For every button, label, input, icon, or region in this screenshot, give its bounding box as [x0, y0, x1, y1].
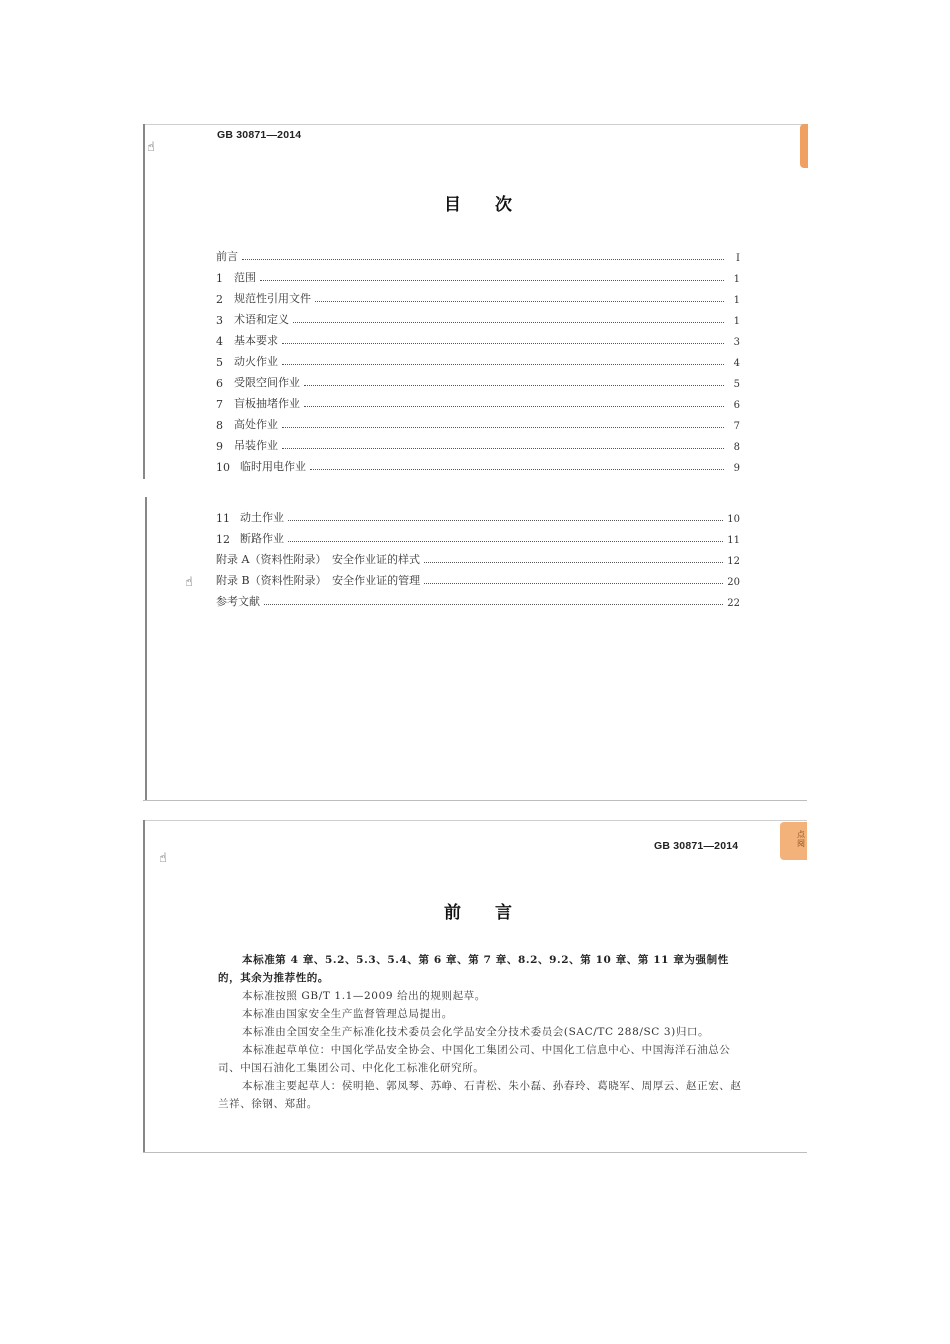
toc-leader-dots: [304, 384, 724, 386]
toc-leader-dots: [424, 582, 723, 584]
foreword-paragraph: 本标准按照 GB/T 1.1—2009 给出的规则起草。: [242, 990, 486, 1002]
page1-left-edge-lower: [145, 497, 147, 800]
foreword-paragraph: 本标准起草单位：中国化学品安全协会、中国化工集团公司、中国化工信息中心、中国海洋石油总公司、中国石油化工集团公司、中化化工标准化研究所。: [218, 1044, 731, 1074]
toc-leader-dots: [264, 603, 723, 605]
foreword-paragraph: 本标准第 4 章、5.2、5.3、5.4、第 6 章、第 7 章、8.2、9.2、第 10 章、第 11 章为强制性的，其余为推荐性的。: [218, 954, 729, 984]
toc-entry-label: 前言: [216, 250, 238, 263]
toc-entry-label: 术语和定义: [234, 313, 289, 326]
toc-entry-number: 10: [216, 461, 230, 474]
toc-entry-number: 7: [216, 398, 223, 411]
toc-leader-dots: [304, 405, 724, 407]
hand-cursor-icon: ☝: [147, 140, 155, 155]
toc-entry-page: Ⅰ: [736, 253, 740, 264]
toc-title: 目 次: [444, 195, 512, 215]
toc-entry[interactable]: [216, 551, 740, 567]
toc-entry-page: 4: [733, 358, 740, 369]
toc-entry-page: 22: [727, 598, 740, 609]
toc-entry[interactable]: [216, 572, 740, 588]
toc-entry[interactable]: [216, 437, 740, 453]
toc-entry-number: 3: [216, 314, 223, 327]
page2-top-edge: [143, 820, 807, 821]
toc-entry-label: 范围: [234, 271, 256, 284]
page1-bottom-edge: [143, 800, 807, 801]
toc-entry-page: 9: [733, 463, 740, 474]
toc-leader-dots: [288, 540, 723, 542]
toc-leader-dots: [288, 519, 723, 521]
toc-entry[interactable]: [216, 416, 740, 432]
toc-entry-page: 1: [733, 274, 740, 285]
toc-entry-page: 8: [733, 442, 740, 453]
hand-cursor-icon: ☝: [159, 851, 167, 866]
standard-code: GB 30871—2014: [217, 129, 302, 141]
toc-entry-label: 基本要求: [234, 334, 278, 347]
page1-top-edge: [143, 124, 807, 125]
toc-entry-number: 4: [216, 335, 223, 348]
foreword-title: 前 言: [444, 903, 512, 923]
toc-entry-label: 附录 B（资料性附录） 安全作业证的管理: [216, 574, 421, 587]
toc-leader-dots: [282, 363, 724, 365]
toc-entry-page: 1: [733, 295, 740, 306]
toc-entry-page: 1: [733, 316, 740, 327]
toc-entry[interactable]: [216, 290, 740, 306]
toc-entry-label: 动火作业: [234, 355, 278, 368]
toc-leader-dots: [293, 321, 724, 323]
toc-entry[interactable]: [216, 530, 740, 546]
toc-entry-page: 6: [733, 400, 740, 411]
toc-entry-page: 20: [727, 577, 740, 588]
toc-entry-page: 3: [733, 337, 740, 348]
toc-entry-label: 临时用电作业: [240, 460, 306, 473]
toc-entry-label: 动土作业: [240, 511, 284, 524]
page2-side-tab-text: 点 阅: [797, 830, 805, 848]
toc-entry[interactable]: [216, 332, 740, 348]
toc-entry-page: 5: [733, 379, 740, 390]
toc-entry-page: 11: [727, 535, 740, 546]
toc-entry-number: 5: [216, 356, 223, 369]
page2-bottom-edge: [143, 1152, 807, 1153]
toc-entry-label: 附录 A（资料性附录） 安全作业证的样式: [216, 553, 420, 566]
toc-leader-dots: [310, 468, 724, 470]
toc-entry-number: 12: [216, 533, 230, 546]
toc-entry[interactable]: [216, 374, 740, 390]
toc-entry-number: 8: [216, 419, 223, 432]
toc-leader-dots: [282, 447, 724, 449]
toc-entry-label: 吊装作业: [234, 439, 278, 452]
standard-code: GB 30871—2014: [654, 840, 739, 852]
toc-entry-label: 受限空间作业: [234, 376, 300, 389]
toc-leader-dots: [282, 426, 724, 428]
toc-entry-number: 2: [216, 293, 223, 306]
hand-cursor-icon: ☝: [185, 575, 193, 590]
toc-entry-page: 10: [727, 514, 740, 525]
toc-entry-label: 盲板抽堵作业: [234, 397, 300, 410]
toc-leader-dots: [260, 279, 724, 281]
toc-leader-dots: [282, 342, 724, 344]
toc-entry[interactable]: [216, 509, 740, 525]
toc-entry-number: 9: [216, 440, 223, 453]
toc-entry-number: 6: [216, 377, 223, 390]
toc-entry-page: 12: [727, 556, 740, 567]
toc-entry-page: 7: [733, 421, 740, 432]
toc-entry[interactable]: [216, 311, 740, 327]
toc-leader-dots: [424, 561, 723, 563]
toc-entry[interactable]: [216, 248, 740, 264]
foreword-paragraph: 本标准由国家安全生产监督管理总局提出。: [242, 1008, 453, 1020]
toc-entry[interactable]: [216, 395, 740, 411]
toc-entry-label: 规范性引用文件: [234, 292, 311, 305]
foreword-paragraph: 本标准主要起草人：侯明艳、郭凤琴、苏峥、石青松、朱小磊、孙春玲、葛晓军、周厚云、赵正宏、赵兰祥、徐钢、郑甜。: [218, 1080, 742, 1110]
page1-left-edge: [143, 124, 145, 479]
toc-entry[interactable]: [216, 458, 740, 474]
toc-leader-dots: [315, 300, 724, 302]
toc-entry-number: 1: [216, 272, 223, 285]
toc-entry-number: 11: [216, 512, 230, 525]
toc-entry[interactable]: [216, 353, 740, 369]
toc-entry[interactable]: [216, 593, 740, 609]
page2-left-edge: [143, 820, 145, 1152]
toc-entry-label: 参考文献: [216, 595, 260, 608]
page1-side-tab[interactable]: [800, 124, 808, 168]
toc-entry-label: 高处作业: [234, 418, 278, 431]
toc-leader-dots: [242, 258, 724, 260]
toc-entry[interactable]: [216, 269, 740, 285]
toc-entry-label: 断路作业: [240, 532, 284, 545]
foreword-paragraph: 本标准由全国安全生产标准化技术委员会化学品安全分技术委员会(SAC/TC 288/SC 3)归口。: [242, 1026, 710, 1038]
